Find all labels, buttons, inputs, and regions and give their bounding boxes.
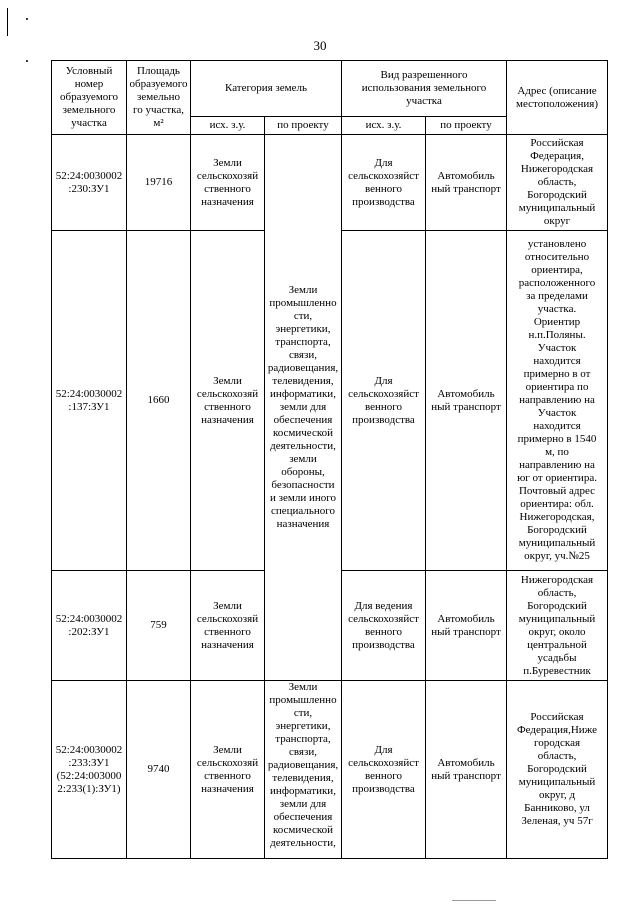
page-number: 30	[313, 38, 327, 53]
table-row	[52, 681, 608, 859]
proj-category-merged-cell: Земли промышленно сти, энергетики, транспорта, связи, радиовещания, телевидения, информатики, земли для обеспечения космической деятельности, земли обороны, безопасности и земли иного специального назначения	[265, 135, 342, 681]
address-cell: Нижегородская область, Богородский муниципальный округ, около центральной усадьбы п.Буревестник	[507, 571, 608, 681]
src-category-cell: Земли сельскохозяй ственного назначения	[191, 231, 265, 571]
src-use-cell: Для сельскохозяйст венного производства	[342, 681, 426, 859]
scan-dot	[26, 18, 28, 20]
subheader-proj-category: по проекту	[265, 117, 342, 135]
area-cell: 19716	[127, 135, 191, 231]
header-category: Категория земель	[191, 61, 342, 117]
proj-use-cell: Автомобиль ный транспорт	[426, 231, 507, 571]
header-area: Площадь образуемого земельно го участка, м²	[127, 61, 191, 135]
cond-number-cell: 52:24:0030002 :233:ЗУ1 (52:24:003000 2:233(1):ЗУ1)	[52, 681, 127, 859]
cond-number-cell: 52:24:0030002 :230:ЗУ1	[52, 135, 127, 231]
scan-dot	[26, 60, 28, 62]
scan-bottom-mark	[452, 900, 496, 901]
src-use-cell: Для сельскохозяйст венного производства	[342, 231, 426, 571]
address-cell: установлено относительно ориентира, расположенного за пределами участка. Ориентир н.п.Поляны. Участок находится примерно в от ориентира по направлению на Участок находится примерно в 1540 м, по направлению на юг от ориентира. Почтовый адрес ориентира: обл. Нижегородская, Богородский муниципальный округ, уч.№25	[507, 231, 608, 571]
src-category-cell: Земли сельскохозяй ственного назначения	[191, 571, 265, 681]
subheader-src-category: исх. з.у.	[191, 117, 265, 135]
src-use-cell: Для сельскохозяйст венного производства	[342, 135, 426, 231]
src-use-cell: Для ведения сельскохозяйст венного производства	[342, 571, 426, 681]
cond-number-cell: 52:24:0030002 :202:ЗУ1	[52, 571, 127, 681]
address-cell: Российская Федерация, Нижегородская область, Богородский муниципальный округ	[507, 135, 608, 231]
area-cell: 759	[127, 571, 191, 681]
src-category-cell: Земли сельскохозяй ственного назначения	[191, 681, 265, 859]
subheader-proj-use: по проекту	[426, 117, 507, 135]
scan-margin-mark	[7, 8, 8, 36]
header-address: Адрес (описание местоположения)	[507, 61, 608, 135]
area-cell: 1660	[127, 231, 191, 571]
table-row	[52, 135, 608, 231]
subheader-src-use: исх. з.у.	[342, 117, 426, 135]
src-category-cell: Земли сельскохозяй ственного назначения	[191, 135, 265, 231]
header-cond-number: Условный номер образуемого земельного участка	[52, 61, 127, 135]
header-row	[52, 61, 608, 117]
cond-number-cell: 52:24:0030002 :137:ЗУ1	[52, 231, 127, 571]
proj-use-cell: Автомобиль ный транспорт	[426, 135, 507, 231]
land-plots-table	[51, 60, 608, 859]
header-permitted-use: Вид разрешенного использования земельного участка	[342, 61, 507, 117]
address-cell: Российская Федерация,Ниже городская область, Богородский муниципальный округ, д Банниково, ул Зеленая, уч 57г	[507, 681, 608, 859]
proj-use-cell: Автомобиль ный транспорт	[426, 571, 507, 681]
area-cell: 9740	[127, 681, 191, 859]
proj-use-cell: Автомобиль ный транспорт	[426, 681, 507, 859]
proj-category-cell: Земли промышленно сти, энергетики, транспорта, связи, радиовещания, телевидения, информатики, земли для обеспечения космической деятельности,	[265, 681, 342, 859]
